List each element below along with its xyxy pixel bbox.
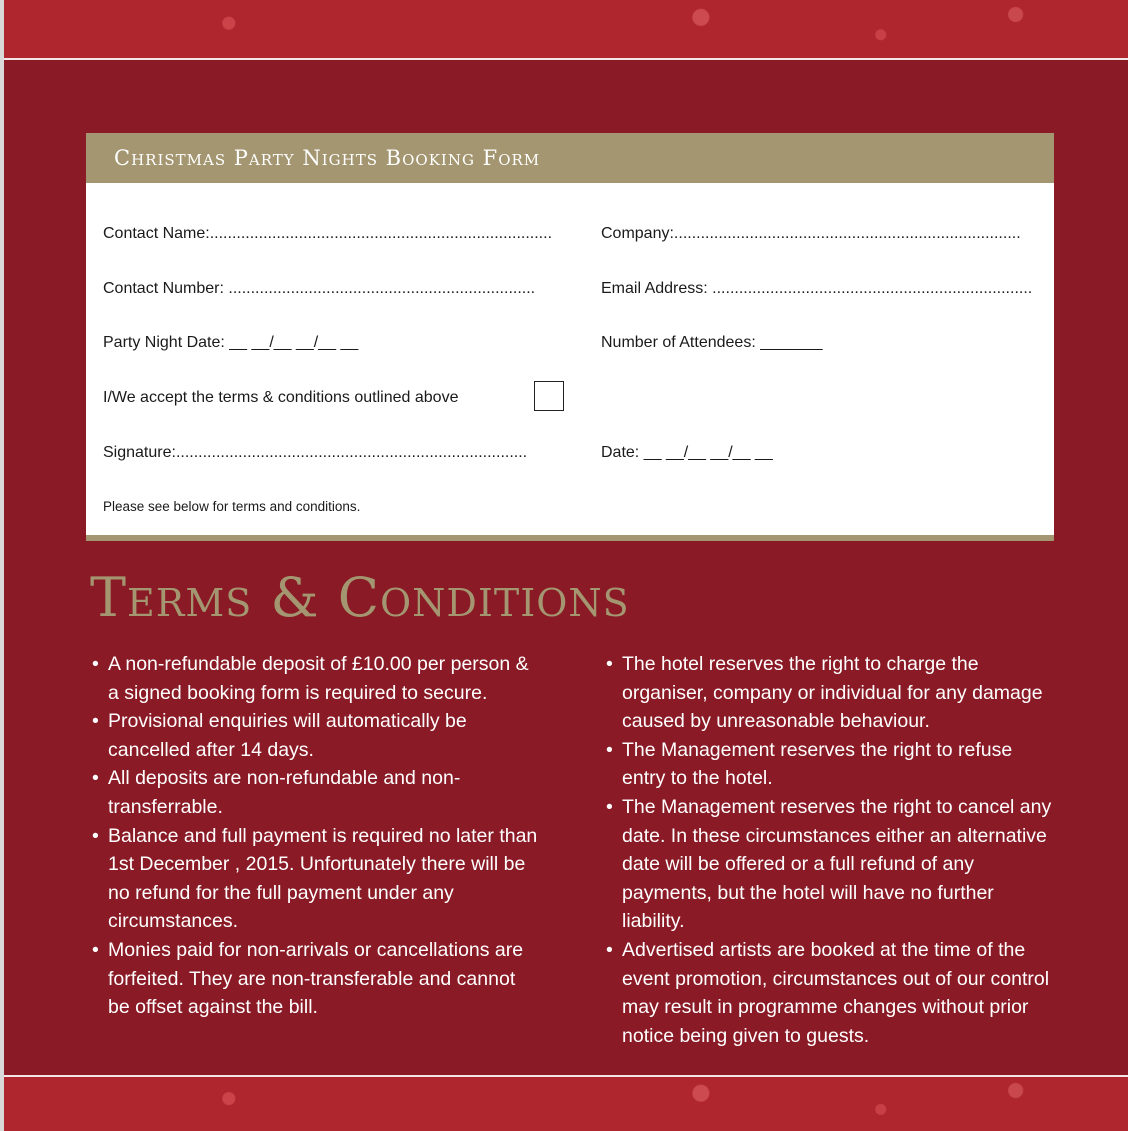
form-bottom-bar	[86, 535, 1054, 541]
decorative-bottom-band	[4, 1077, 1128, 1131]
party-date-label: Party Night Date:	[103, 334, 225, 351]
contact-name-label: Contact Name:	[103, 225, 210, 242]
accept-terms-checkbox[interactable]	[534, 381, 564, 411]
party-date-blanks: __ __/__ __/__ __	[229, 334, 359, 351]
top-divider	[4, 58, 1128, 60]
company-label: Company:	[601, 225, 674, 242]
form-title: Christmas Party Nights Booking Form	[114, 146, 541, 170]
date-label: Date:	[601, 444, 640, 461]
company-field[interactable]: Company:..............................................................................	[601, 225, 1021, 242]
booking-page	[4, 0, 1128, 1131]
booking-form	[86, 133, 1054, 541]
term-item: • The hotel reserves the right to charge the organiser, company or individual for any damage caused by unreasonable behaviour.	[604, 650, 1054, 736]
decorative-top-band	[4, 0, 1128, 58]
term-item: • Provisional enquiries will automatically be cancelled after 14 days.	[90, 707, 540, 764]
party-date-field[interactable]	[103, 334, 358, 352]
date-field[interactable]	[601, 444, 773, 462]
form-header	[86, 133, 1054, 183]
term-item: • The Management reserves the right to cancel any date. In these circumstances either an alternative date will be offered or a full refund of any payments, but the hotel will have no further liability.	[604, 793, 1054, 936]
terms-right-column	[604, 650, 1054, 1050]
contact-number-label: Contact Number:	[103, 280, 224, 297]
date-blanks: __ __/__ __/__ __	[643, 444, 773, 461]
term-item: • The Management reserves the right to refuse entry to the hotel.	[604, 736, 1054, 793]
terms-left-column	[90, 650, 540, 1022]
term-item: • All deposits are non-refundable and non-transferrable.	[90, 764, 540, 821]
term-item: • A non-refundable deposit of £10.00 per person & a signed booking form is required to secure.	[90, 650, 540, 707]
email-field[interactable]: Email Address: ........................................................................	[601, 280, 1033, 297]
term-item: • Monies paid for non-arrivals or cancellations are forfeited. They are non-transferable and cannot be offset against the bill.	[90, 936, 540, 1022]
signature-field[interactable]: Signature:...............................................................................	[103, 444, 528, 461]
form-note: Please see below for terms and conditions.	[103, 499, 361, 514]
attendees-blank: _______	[760, 334, 823, 351]
terms-heading: Terms & Conditions	[90, 566, 630, 629]
term-item: • Advertised artists are booked at the time of the event promotion, circumstances out of our control may result in programme changes without prior notice being given to guests.	[604, 936, 1054, 1050]
attendees-label: Number of Attendees:	[601, 334, 756, 351]
attendees-field[interactable]	[601, 334, 823, 352]
contact-name-field[interactable]: Contact Name:.............................................................................	[103, 225, 553, 242]
contact-number-field[interactable]: Contact Number: .....................................................................	[103, 280, 536, 297]
email-label: Email Address:	[601, 280, 708, 297]
accept-terms-label: I/We accept the terms & conditions outlined above	[103, 389, 459, 406]
signature-label: Signature:	[103, 444, 176, 461]
term-item: • Balance and full payment is required no later than 1st December , 2015. Unfortunately there will be no refund for the full payment under any circumstances.	[90, 822, 540, 936]
